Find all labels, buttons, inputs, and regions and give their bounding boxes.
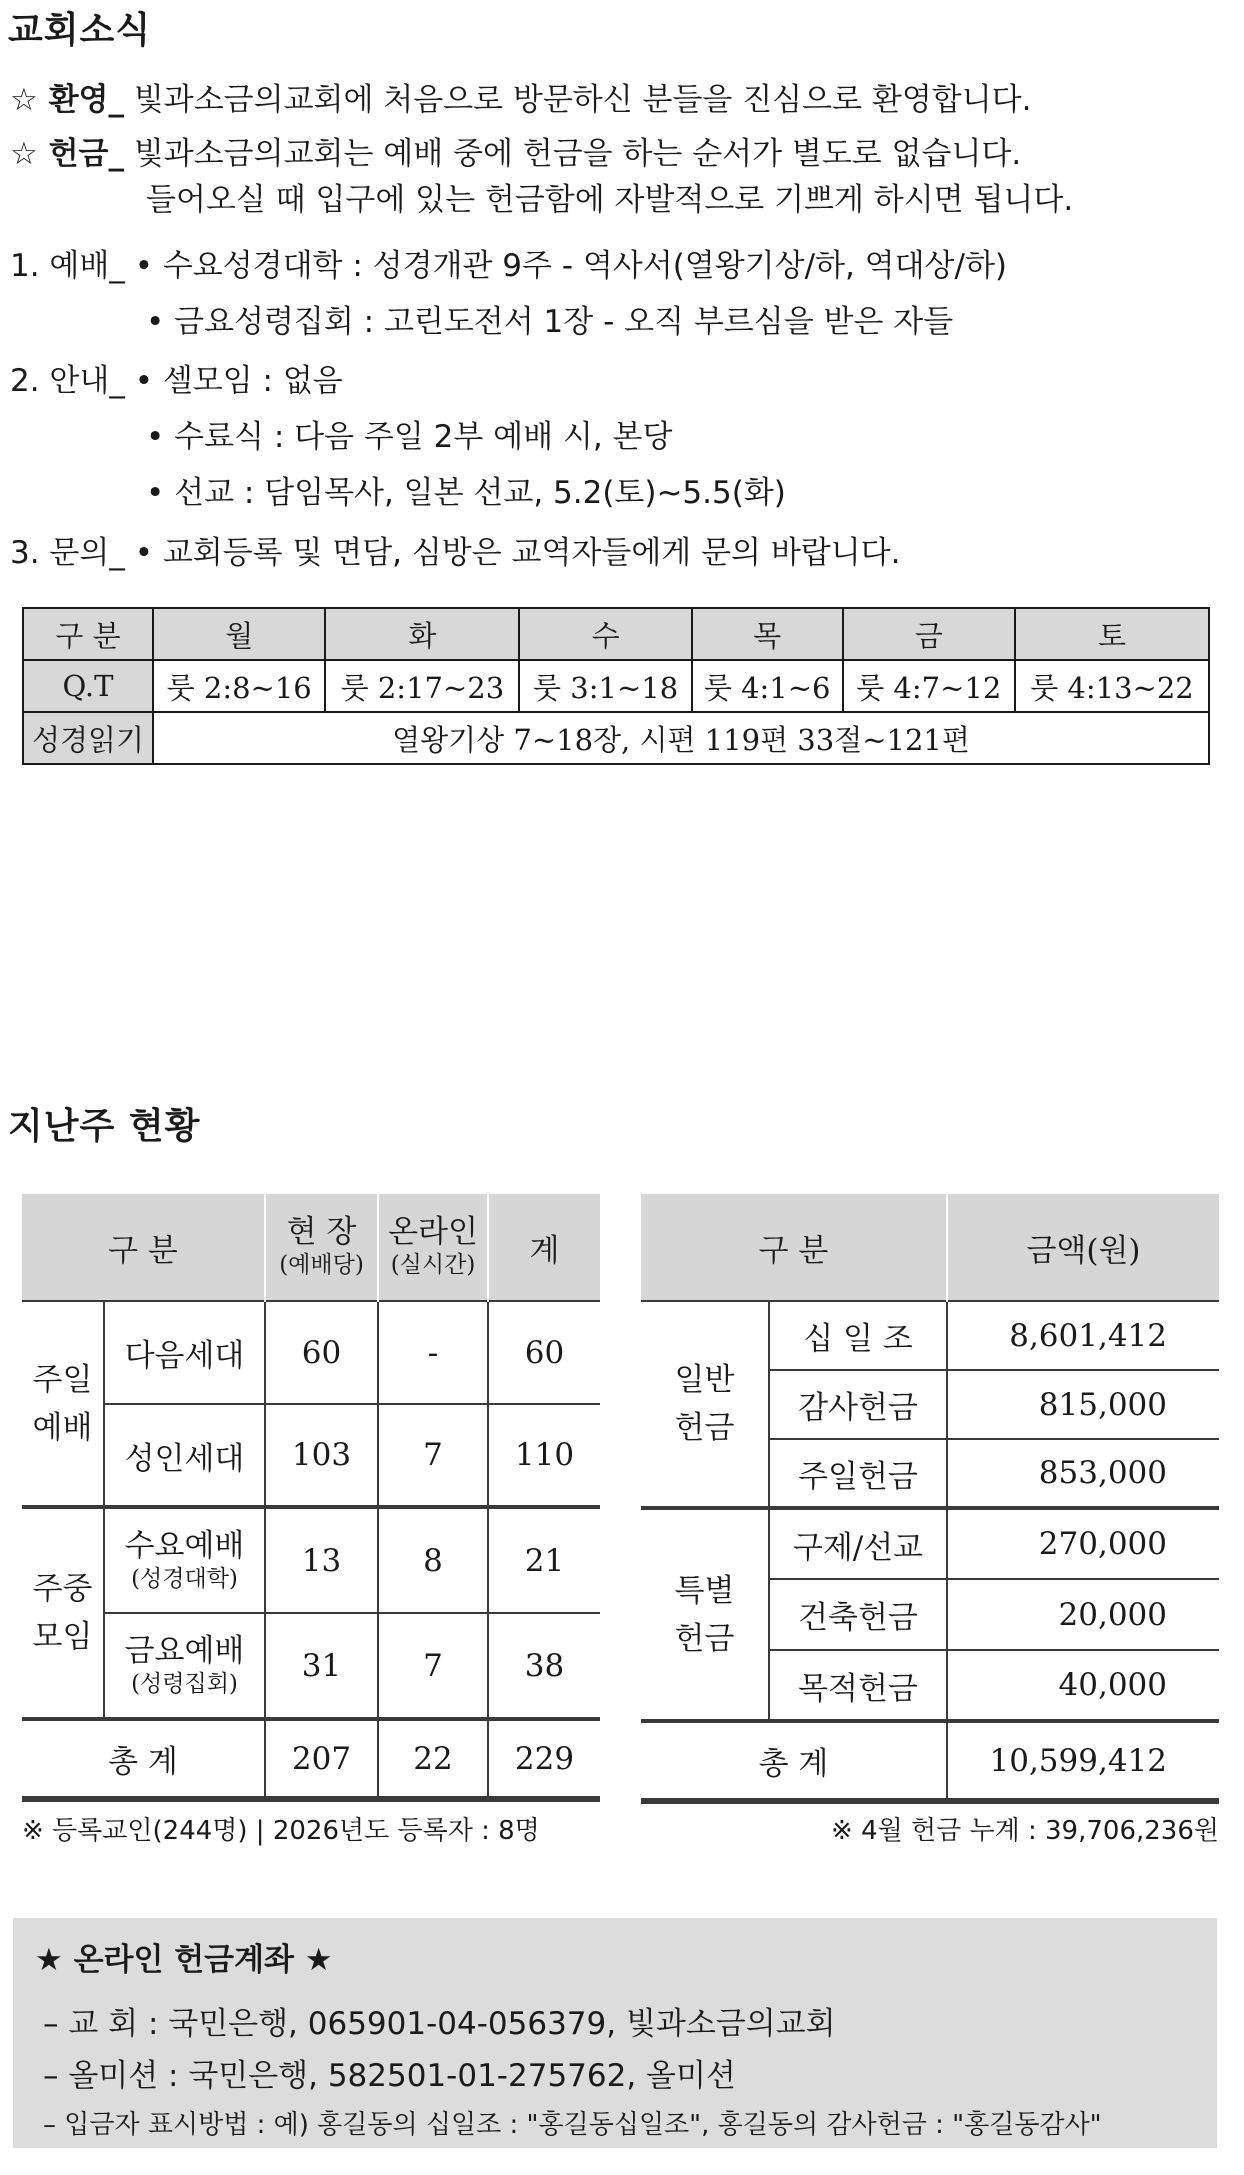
attendance-online: - <box>378 1301 488 1404</box>
offering-text-1: 빛과소금의교회는 예배 중에 헌금을 하는 순서가 별도로 없습니다. <box>133 136 1022 172</box>
table-row <box>22 1507 600 1613</box>
attendance-table <box>22 1194 600 1802</box>
offering-header-amount: 금액(원) <box>947 1194 1219 1301</box>
qt-table <box>22 607 1210 765</box>
offering-group-special <box>641 1508 769 1721</box>
offering-amount: 40,000 <box>947 1650 1219 1721</box>
attendance-name-sub: (성령집회) <box>131 1670 238 1697</box>
attendance-name <box>104 1507 265 1613</box>
table-row <box>22 1613 600 1719</box>
attendance-header-category: 구 분 <box>22 1194 265 1301</box>
offering-name: 건축헌금 <box>769 1579 947 1650</box>
offering-amount: 815,000 <box>947 1370 1219 1439</box>
offering-group-special-b: 헌금 <box>674 1620 735 1657</box>
offering-name: 목적헌금 <box>769 1650 947 1721</box>
offering-name: 구제/선교 <box>769 1508 947 1579</box>
inquiry-item-1: • 교회등록 및 면담, 심방은 교역자들에게 문의 바랍니다. <box>134 535 901 571</box>
offering-note: ※ 4월 헌금 누계 : 39,706,236원 <box>831 1816 1219 1846</box>
attendance-sum-online: 22 <box>378 1719 488 1799</box>
attendance-group-sunday <box>22 1301 104 1507</box>
attendance-online: 7 <box>378 1404 488 1507</box>
bank-depositor-guide: – 입금자 표시방법 : 예) 홍길동의 십일조 : "홍길동십일조", 홍길동의 감사헌금 : "홍길동감사" <box>43 2110 1102 2140</box>
table-row <box>22 1301 600 1404</box>
welcome-text: 빛과소금의교회에 처음으로 방문하신 분들을 진심으로 환영합니다. <box>133 82 1032 118</box>
attendance-online: 7 <box>378 1613 488 1719</box>
qt-cell-thu: 룻 4:1~6 <box>692 660 843 712</box>
attendance-name-sub: (성경대학) <box>131 1565 238 1592</box>
attendance-name: 성인세대 <box>104 1404 265 1507</box>
attendance-name-main: 수요예배 <box>124 1527 245 1564</box>
offering-header-category: 구 분 <box>641 1194 947 1301</box>
offering-header-row <box>641 1194 1219 1301</box>
offering-table <box>641 1194 1219 1804</box>
attendance-header-onsite <box>265 1194 378 1301</box>
attendance-sum-total: 229 <box>488 1719 600 1799</box>
offering-group-general <box>641 1301 769 1508</box>
bank-box <box>13 1918 1217 2148</box>
attendance-sum-onsite: 207 <box>265 1719 378 1799</box>
qt-cell-tue: 룻 2:17~23 <box>325 660 519 712</box>
offering-sum-amount: 10,599,412 <box>947 1721 1219 1801</box>
inquiry-line <box>10 533 900 573</box>
attendance-header-total: 계 <box>488 1194 600 1301</box>
guide-item-1: • 셀모임 : 없음 <box>134 363 343 399</box>
attendance-header-onsite-sub: (예배당) <box>279 1252 364 1278</box>
attendance-name-main: 금요예배 <box>124 1632 245 1669</box>
attendance-name: 다음세대 <box>104 1301 265 1404</box>
worship-item-1: • 수요성경대학 : 성경개관 9주 - 역사서(열왕기상/하, 역대상/하) <box>134 248 1007 284</box>
inquiry-head: 3. 문의_ <box>10 535 125 571</box>
welcome-head: ☆ 환영_ <box>10 82 124 118</box>
offering-group-general-b: 헌금 <box>674 1410 735 1446</box>
offering-head: ☆ 헌금_ <box>10 136 124 172</box>
attendance-sum-label: 총 계 <box>22 1719 265 1799</box>
offering-amount: 270,000 <box>947 1508 1219 1579</box>
reading-cell: 열왕기상 7~18장, 시편 119편 33절~121편 <box>153 712 1209 764</box>
offering-amount: 20,000 <box>947 1579 1219 1650</box>
table-row <box>641 1301 1219 1370</box>
offering-sum-label: 총 계 <box>641 1721 947 1801</box>
attendance-name <box>104 1613 265 1719</box>
qt-row <box>23 660 1209 712</box>
attendance-group-sunday-a: 주일 <box>32 1361 93 1398</box>
attendance-online: 8 <box>378 1507 488 1613</box>
offering-group-special-a: 특별 <box>674 1572 735 1609</box>
qt-header-row <box>23 608 1209 660</box>
offering-amount: 8,601,412 <box>947 1301 1219 1370</box>
attendance-total: 21 <box>488 1507 600 1613</box>
offering-group-general-a: 일반 <box>674 1362 735 1398</box>
worship-item-2: • 금요성령집회 : 고린도전서 1장 - 오직 부르심을 받은 자들 <box>146 304 954 340</box>
worship-line <box>10 246 1007 286</box>
attendance-group-weekday-a: 주중 <box>32 1571 93 1607</box>
qt-cell-fri: 룻 4:7~12 <box>843 660 1015 712</box>
attendance-header-row <box>22 1194 600 1301</box>
attendance-total: 38 <box>488 1613 600 1719</box>
qt-cell-sat: 룻 4:13~22 <box>1015 660 1209 712</box>
offering-line <box>10 134 1021 174</box>
bank-church-account: – 교 회 : 국민은행, 065901-04-056379, 빛과소금의교회 <box>43 2006 836 2042</box>
attendance-header-online-main: 온라인 <box>388 1214 478 1250</box>
attendance-sum-row <box>22 1719 600 1799</box>
reading-row <box>23 712 1209 764</box>
qt-cell-mon: 룻 2:8~16 <box>153 660 325 712</box>
offering-name: 감사헌금 <box>769 1370 947 1439</box>
offering-text-2: 들어오실 때 입구에 있는 헌금함에 자발적으로 기쁘게 하시면 됩니다. <box>146 182 1074 218</box>
attendance-onsite: 60 <box>265 1301 378 1404</box>
table-row <box>641 1508 1219 1579</box>
qt-header-tue: 화 <box>325 608 519 660</box>
attendance-onsite: 103 <box>265 1404 378 1507</box>
qt-header-mon: 월 <box>153 608 325 660</box>
table-row <box>22 1404 600 1507</box>
offering-name: 십 일 조 <box>769 1301 947 1370</box>
worship-head: 1. 예배_ <box>10 248 125 284</box>
offering-sum-row <box>641 1721 1219 1801</box>
guide-item-2: • 수료식 : 다음 주일 2부 예배 시, 본당 <box>146 419 673 455</box>
attendance-note: ※ 등록교인(244명) | 2026년도 등록자 : 8명 <box>22 1816 540 1846</box>
attendance-total: 60 <box>488 1301 600 1404</box>
attendance-onsite: 31 <box>265 1613 378 1719</box>
qt-header-thu: 목 <box>692 608 843 660</box>
offering-name: 주일헌금 <box>769 1439 947 1508</box>
status-title: 지난주 현황 <box>8 1106 201 1147</box>
attendance-group-weekday-b: 모임 <box>32 1619 93 1655</box>
qt-label: Q.T <box>23 660 153 712</box>
reading-label: 성경읽기 <box>23 712 153 764</box>
attendance-total: 110 <box>488 1404 600 1507</box>
qt-header-wed: 수 <box>519 608 691 660</box>
guide-line <box>10 361 343 401</box>
attendance-header-onsite-main: 현 장 <box>286 1214 357 1250</box>
qt-header-sat: 토 <box>1015 608 1209 660</box>
qt-cell-wed: 룻 3:1~18 <box>519 660 691 712</box>
attendance-group-weekday <box>22 1507 104 1719</box>
guide-item-3: • 선교 : 담임목사, 일본 선교, 5.2(토)~5.5(화) <box>146 475 786 511</box>
welcome-line <box>10 80 1031 120</box>
qt-header-fri: 금 <box>843 608 1015 660</box>
attendance-header-online <box>378 1194 488 1301</box>
guide-head: 2. 안내_ <box>10 363 125 399</box>
attendance-header-online-sub: (실시간) <box>390 1252 476 1278</box>
bank-allmission-account: – 올미션 : 국민은행, 582501-01-275762, 올미션 <box>43 2058 736 2094</box>
offering-amount: 853,000 <box>947 1439 1219 1508</box>
bank-title: ★ 온라인 헌금계좌 ★ <box>35 1942 333 1978</box>
attendance-onsite: 13 <box>265 1507 378 1613</box>
qt-header-category: 구 분 <box>23 608 153 660</box>
news-title: 교회소식 <box>8 10 152 51</box>
attendance-group-sunday-b: 예배 <box>32 1409 93 1446</box>
